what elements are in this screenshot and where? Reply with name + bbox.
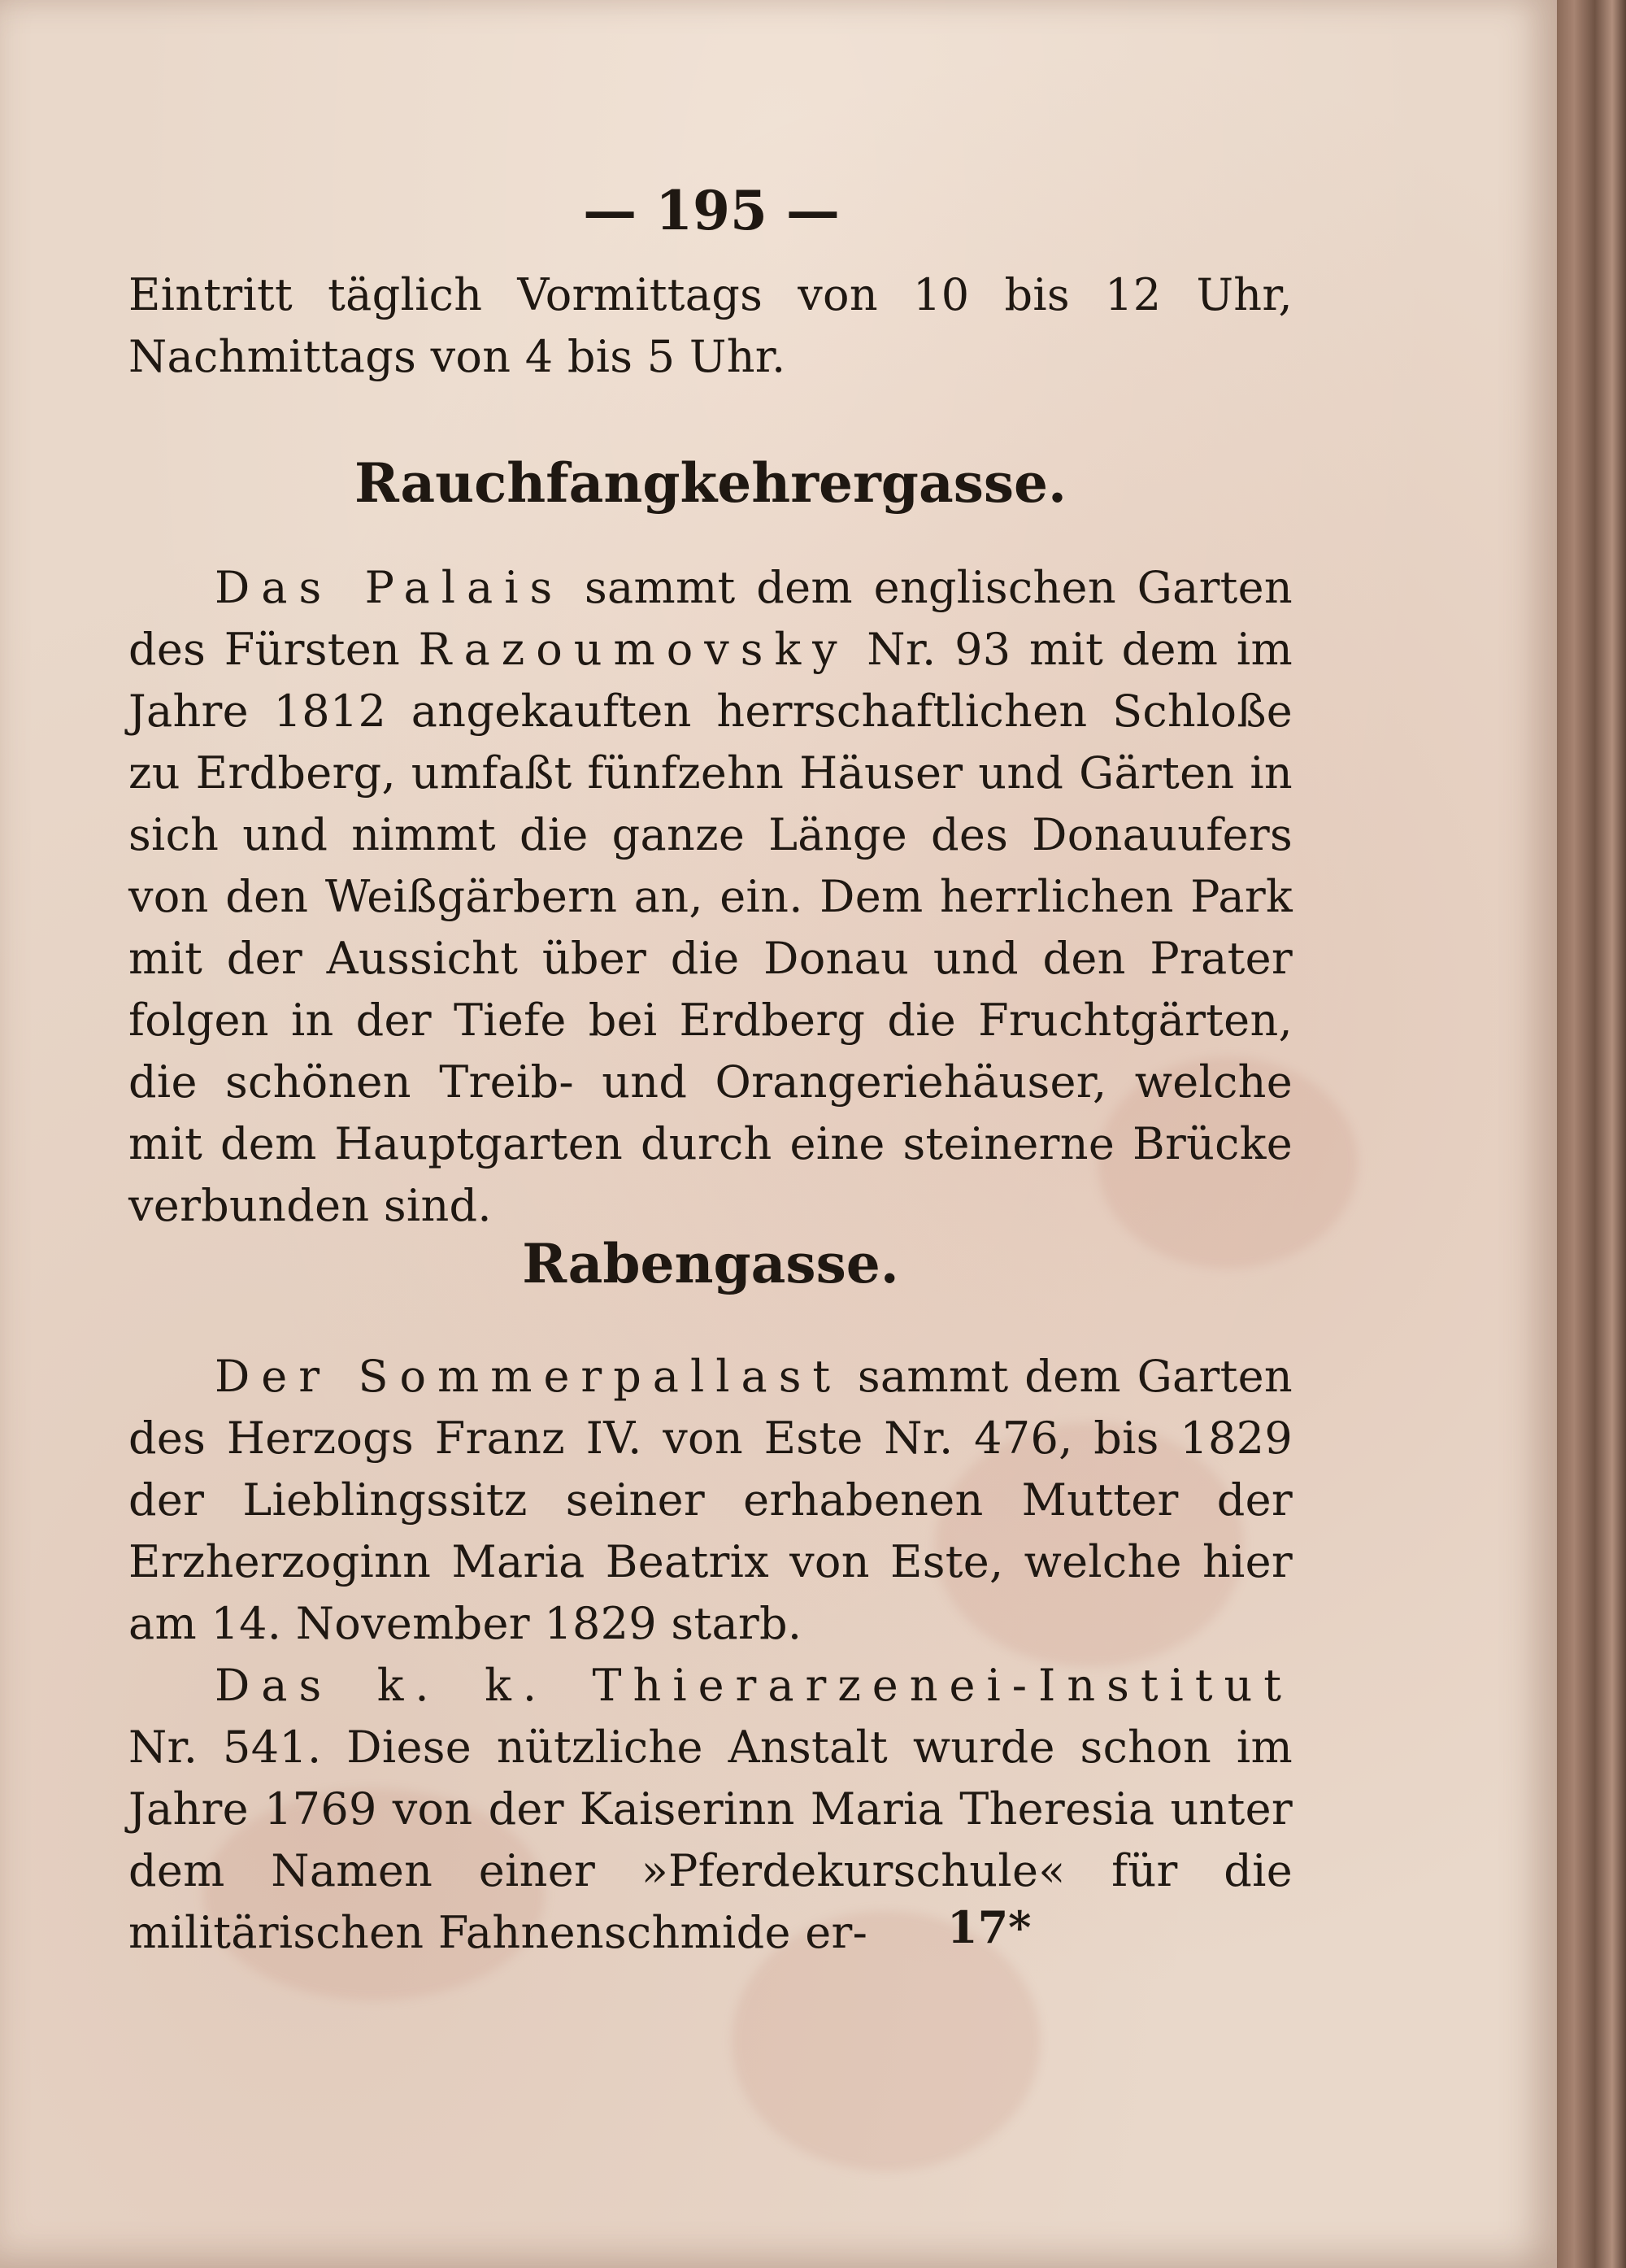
text-run: sammt dem Garten des Herzogs Franz IV. von Este Nr. 476, bis 1829 der Lieblingssitz seiner erhabenen Mutter der Erzherzoginn Maria Beatrix von Este, welche hier am 14. November 1829 starb. [128,1351,1293,1649]
section-body-rauchfangkehrergasse [128,557,1293,1237]
emphasized-name: Razoumovsky [418,624,849,675]
page-edge [1557,0,1626,2268]
emphasized-term: Das Palais [215,562,564,613]
section-heading-rauchfangkehrergasse: Rauchfangkehrergasse. [354,451,1067,515]
text-run: Nr. 93 mit dem im Jahre 1812 angekauften herrschaftlichen Schloße zu Erdberg, umfaßt fünfzehn Häuser und Gärten in sich und nimmt die ganze Länge des Donauufers von den Weißgärbern an, ein. Dem herrlichen Park mit der Aussicht über die Donau und den Prater folgen in der Tiefe bei Erdberg die Fruchtgärten, die schönen Treib- und Orangeriehäuser, welche mit dem Hauptgarten durch eine steinerne Brücke verbunden sind. [128,624,1293,1231]
paragraph [128,557,1293,1237]
emphasized-term: Das k. k. Thierarzenei-Institut [215,1660,1293,1711]
section-body-rabengasse [128,1346,1293,1964]
text-run: sammt dem englischen Garten des Fürsten [128,562,1293,675]
page-number: — 195 — [583,179,840,242]
intro-text [128,264,1293,388]
section-heading-rabengasse: Rabengasse. [522,1232,899,1295]
text-run: Nr. 541. Diese nützliche Anstalt wurde schon im Jahre 1769 von der Kaiserinn Maria Theresia unter dem Namen einer »Pferdekurschule« für die militärischen Fahnenschmide er- [128,1722,1293,1958]
intro-line: Eintritt täglich Vormittags von 10 bis 12 Uhr, Nachmittags von 4 bis 5 Uhr. [128,269,1293,382]
signature-mark: 17* [947,1901,1032,1953]
paragraph [128,1655,1293,1964]
emphasized-term: Der Sommerpallast [215,1351,842,1402]
paragraph [128,1346,1293,1655]
